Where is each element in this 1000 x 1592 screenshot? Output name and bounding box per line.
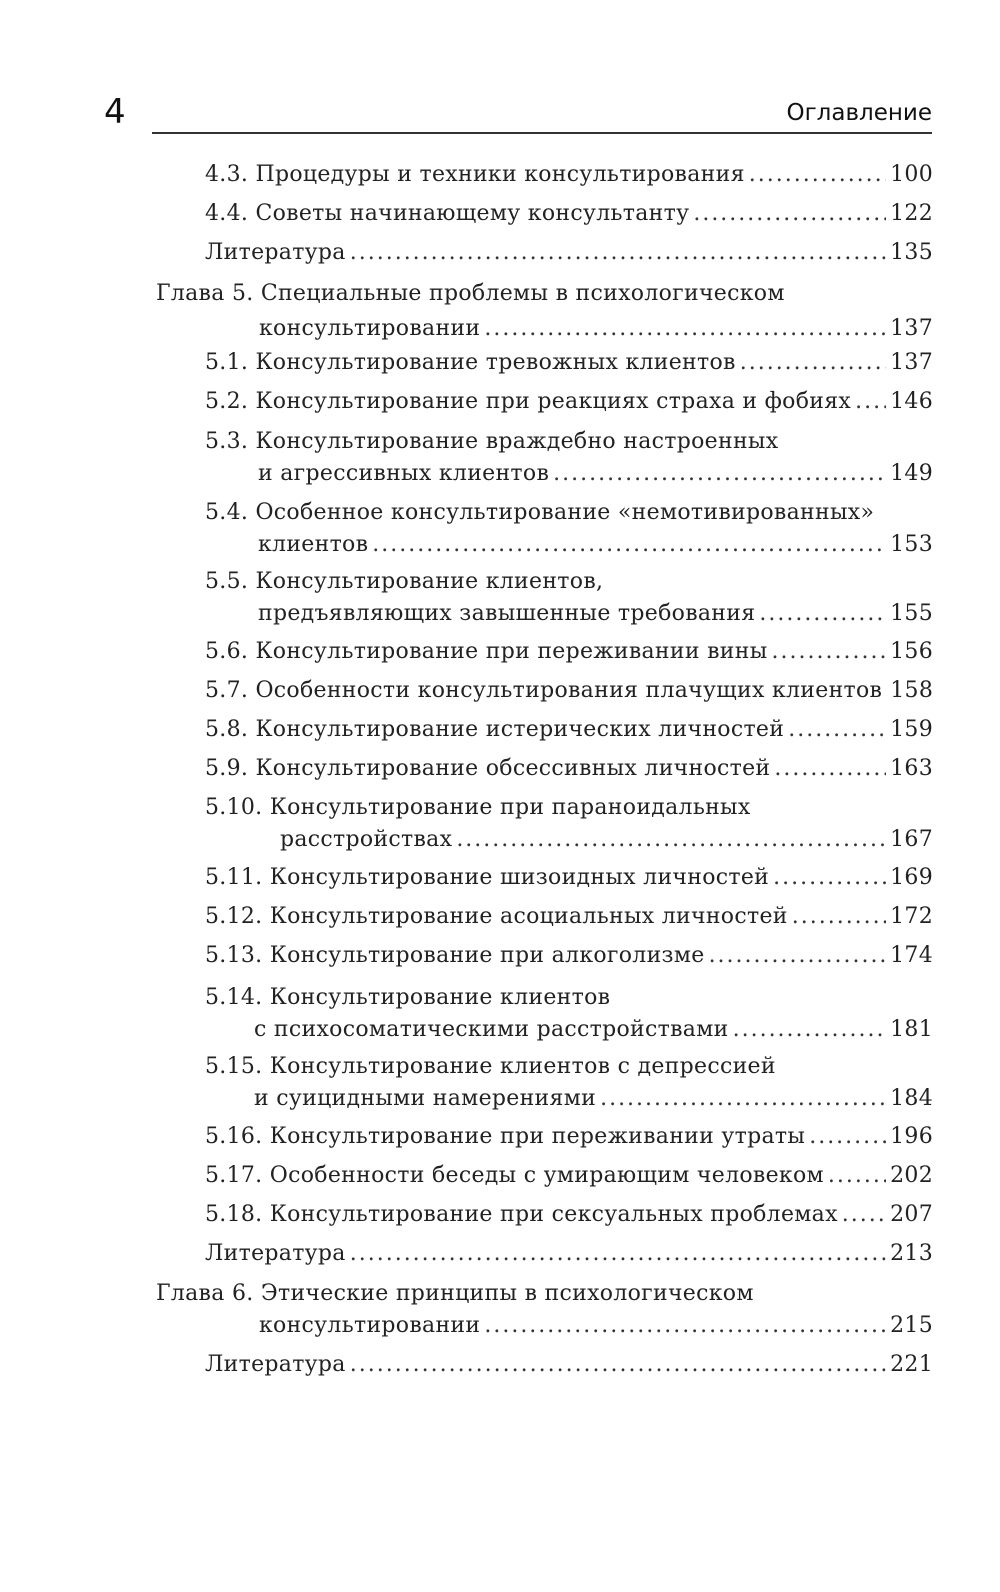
entry-title: 5.7. Особенности консультирования плачущих клиентов bbox=[205, 678, 883, 703]
entry-page: 122 bbox=[890, 201, 933, 226]
entry-title: 5.18. Консультирование при сексуальных проблемах bbox=[205, 1202, 838, 1227]
entry-title: расстройствах bbox=[280, 827, 453, 852]
entry-title: 5.2. Консультирование при реакциях страха и фобиях bbox=[205, 389, 852, 414]
entry-page: 146 bbox=[890, 389, 933, 414]
entry-page: 202 bbox=[890, 1163, 933, 1188]
entry-title: 5.11. Консультирование шизоидных личностей bbox=[205, 865, 770, 890]
entry-title-line-1: 5.5. Консультирование клиентов, bbox=[205, 569, 604, 594]
dot-leader bbox=[774, 751, 886, 786]
entry-page: 181 bbox=[890, 1017, 933, 1042]
entry-title: 5.17. Особенности беседы с умирающим человеком bbox=[205, 1163, 824, 1188]
entry-page: 167 bbox=[890, 827, 933, 852]
dot-leader bbox=[709, 938, 887, 973]
entry-title: 5.9. Консультирование обсессивных личностей bbox=[205, 756, 771, 781]
running-title: Оглавление bbox=[786, 100, 932, 126]
dot-leader bbox=[600, 1081, 886, 1116]
entry-title: с психосоматическими расстройствами bbox=[254, 1017, 729, 1042]
entry-title-line-1: Глава 5. Специальные проблемы в психологическом bbox=[156, 281, 785, 306]
entry-title-line-1: 5.3. Консультирование враждебно настроенных bbox=[205, 429, 779, 454]
entry-page: 137 bbox=[890, 316, 933, 341]
entry-page: 196 bbox=[890, 1124, 933, 1149]
entry-title-line-1: 5.4. Особенное консультирование «немотивированных» bbox=[205, 500, 875, 525]
dot-leader bbox=[792, 899, 886, 934]
entry-page: 100 bbox=[890, 162, 933, 187]
entry-title: 4.4. Советы начинающему консультанту bbox=[205, 201, 690, 226]
entry-title: 5.13. Консультирование при алкоголизме bbox=[205, 943, 705, 968]
dot-leader bbox=[772, 634, 887, 669]
entry-title: 5.12. Консультирование асоциальных личностей bbox=[205, 904, 788, 929]
entry-title: клиентов bbox=[258, 532, 369, 557]
header-rule bbox=[152, 132, 932, 134]
entry-page: 213 bbox=[890, 1241, 933, 1266]
entry-page: 155 bbox=[890, 601, 933, 626]
entry-title: предъявляющих завышенные требования bbox=[258, 601, 756, 626]
entry-title: консультировании bbox=[259, 1313, 481, 1338]
entry-title: 5.8. Консультирование истерических личностей bbox=[205, 717, 785, 742]
entry-page: 169 bbox=[890, 865, 933, 890]
entry-title: 5.1. Консультирование тревожных клиентов bbox=[205, 350, 736, 375]
entry-page: 135 bbox=[890, 240, 933, 265]
entry-page: 137 bbox=[890, 350, 933, 375]
dot-leader bbox=[855, 384, 886, 419]
entry-page: 149 bbox=[890, 461, 933, 486]
entry-page: 163 bbox=[890, 756, 933, 781]
dot-leader bbox=[759, 596, 886, 631]
entry-page: 215 bbox=[890, 1313, 933, 1338]
dot-leader bbox=[809, 1119, 886, 1154]
entry-title: и суицидными намерениями bbox=[254, 1086, 597, 1111]
dot-leader bbox=[350, 235, 886, 270]
entry-title: 4.3. Процедуры и техники консультирования bbox=[205, 162, 745, 187]
entry-title: Литература bbox=[205, 240, 346, 265]
dot-leader bbox=[733, 1012, 887, 1047]
entry-title: Литература bbox=[205, 1352, 346, 1377]
dot-leader bbox=[484, 1308, 886, 1343]
dot-leader bbox=[773, 860, 886, 895]
dot-leader bbox=[553, 456, 886, 491]
entry-title-line-1: Глава 6. Этические принципы в психологическом bbox=[156, 1281, 754, 1306]
dot-leader bbox=[828, 1158, 886, 1193]
dot-leader bbox=[456, 822, 886, 857]
entry-page: 153 bbox=[890, 532, 933, 557]
dot-leader bbox=[788, 712, 886, 747]
entry-title-line-1: 5.10. Консультирование при параноидальных bbox=[205, 795, 751, 820]
entry-title: Литература bbox=[205, 1241, 346, 1266]
dot-leader bbox=[484, 311, 886, 346]
dot-leader bbox=[693, 196, 886, 231]
entry-page: 174 bbox=[890, 943, 933, 968]
entry-page: 156 bbox=[890, 639, 933, 664]
dot-leader bbox=[350, 1347, 886, 1382]
dot-leader bbox=[842, 1197, 886, 1232]
page-number: 4 bbox=[104, 92, 126, 132]
entry-page: 172 bbox=[890, 904, 933, 929]
entry-title: 5.6. Консультирование при переживании вины bbox=[205, 639, 768, 664]
entry-title-line-1: 5.14. Консультирование клиентов bbox=[205, 985, 611, 1010]
entry-page: 207 bbox=[890, 1202, 933, 1227]
page-header bbox=[0, 0, 1000, 140]
entry-page: 184 bbox=[890, 1086, 933, 1111]
entry-title: 5.16. Консультирование при переживании утраты bbox=[205, 1124, 806, 1149]
entry-page: 221 bbox=[890, 1352, 933, 1377]
entry-page: 158 bbox=[890, 678, 934, 703]
dot-leader bbox=[749, 157, 886, 192]
entry-page: 159 bbox=[890, 717, 933, 742]
entry-title: консультировании bbox=[259, 316, 481, 341]
dot-leader bbox=[350, 1236, 886, 1271]
dot-leader bbox=[740, 345, 886, 380]
dot-leader bbox=[372, 527, 886, 562]
entry-title: и агрессивных клиентов bbox=[258, 461, 550, 486]
entry-title-line-1: 5.15. Консультирование клиентов с депрессией bbox=[205, 1054, 776, 1079]
